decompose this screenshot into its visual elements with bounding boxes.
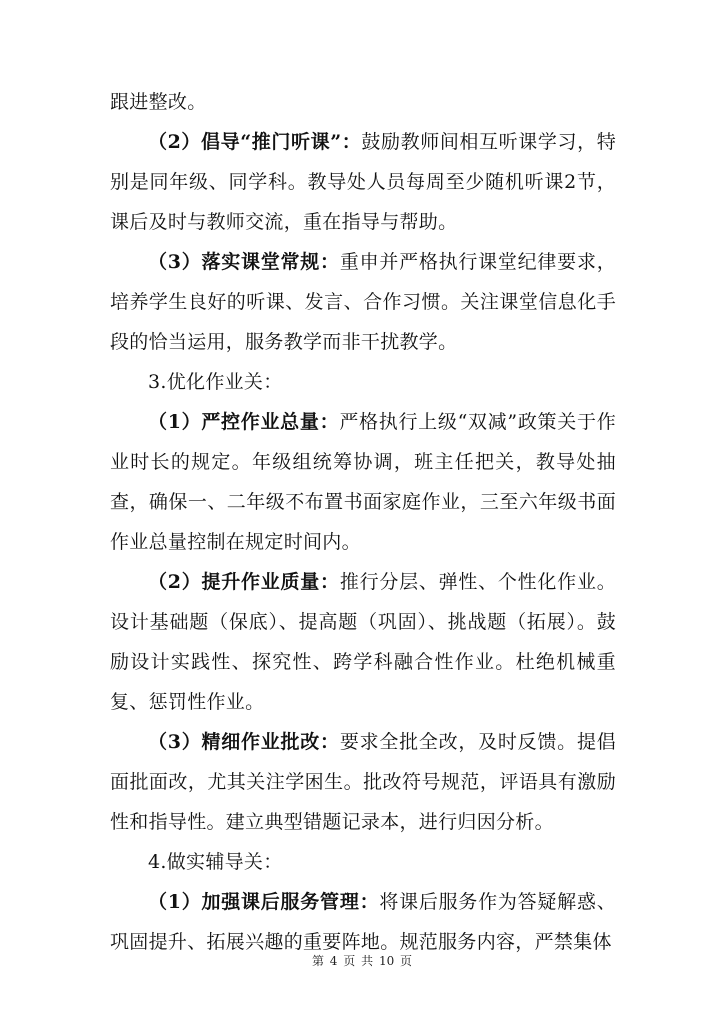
paragraph — [110, 82, 616, 122]
paragraph-text: 严格执行上级“双减”政策关于作业时长的规定。年级组统筹协调，班主任把关，教导处抽查，确保一、二年级不布置书面家庭作业，三至六年级书面作业总量控制在规定时间内。 — [110, 411, 616, 553]
paragraph-lead: （1）加强课后服务管理： — [148, 891, 380, 913]
section-heading-text: 4.做实辅导关： — [148, 851, 283, 873]
paragraph-text: 要求全批全改，及时反馈。提倡面批面改，尤其关注学困生。批改符号规范，评语具有激励性和指导性。建立典型错题记录本，进行归因分析。 — [110, 731, 616, 833]
paragraph — [110, 562, 616, 722]
paragraph-lead: （3）落实课堂常规： — [148, 251, 340, 273]
paragraph — [110, 722, 616, 842]
paragraph-lead: （2）提升作业质量： — [148, 571, 340, 593]
page-footer — [0, 952, 724, 969]
paragraph-lead: （2）倡导“推门听课”： — [148, 131, 362, 153]
section-heading — [110, 362, 616, 402]
paragraph-text: 跟进整改。 — [110, 91, 207, 113]
footer-current-page: 4 — [329, 954, 338, 968]
footer-suffix: 页 — [400, 954, 413, 968]
footer-total-prefix: 共 — [361, 954, 374, 968]
footer-total-pages: 10 — [378, 954, 395, 968]
section-heading — [110, 842, 616, 882]
paragraph-text: 推行分层、弹性、个性化作业。设计基础题（保底）、提高题（巩固）、挑战题（拓展）。鼓励设计实践性、探究性、跨学科融合性作业。杜绝机械重复、惩罚性作业。 — [110, 571, 616, 713]
paragraph — [110, 242, 616, 362]
paragraph-text: 将课后服务作为答疑解惑、巩固提升、拓展兴趣的重要阵地。规范服务内容，严禁集体 — [110, 891, 616, 953]
paragraph-text: 鼓励教师间相互听课学习，特别是同年级、同学科。教导处人员每周至少随机听课2节，课后及时与教师交流，重在指导与帮助。 — [110, 131, 616, 233]
paragraph-lead: （3）精细作业批改： — [148, 731, 340, 753]
paragraph-text: 重申并严格执行课堂纪律要求，培养学生良好的听课、发言、合作习惯。关注课堂信息化手段的恰当运用，服务教学而非干扰教学。 — [110, 251, 616, 353]
paragraph-lead: （1）严控作业总量： — [148, 411, 340, 433]
footer-page-word: 页 — [343, 954, 356, 968]
paragraph — [110, 402, 616, 562]
footer-prefix: 第 — [311, 954, 324, 968]
paragraph — [110, 122, 616, 242]
paragraph — [110, 882, 616, 962]
section-heading-text: 3.优化作业关： — [148, 371, 283, 393]
document-body — [110, 82, 616, 962]
